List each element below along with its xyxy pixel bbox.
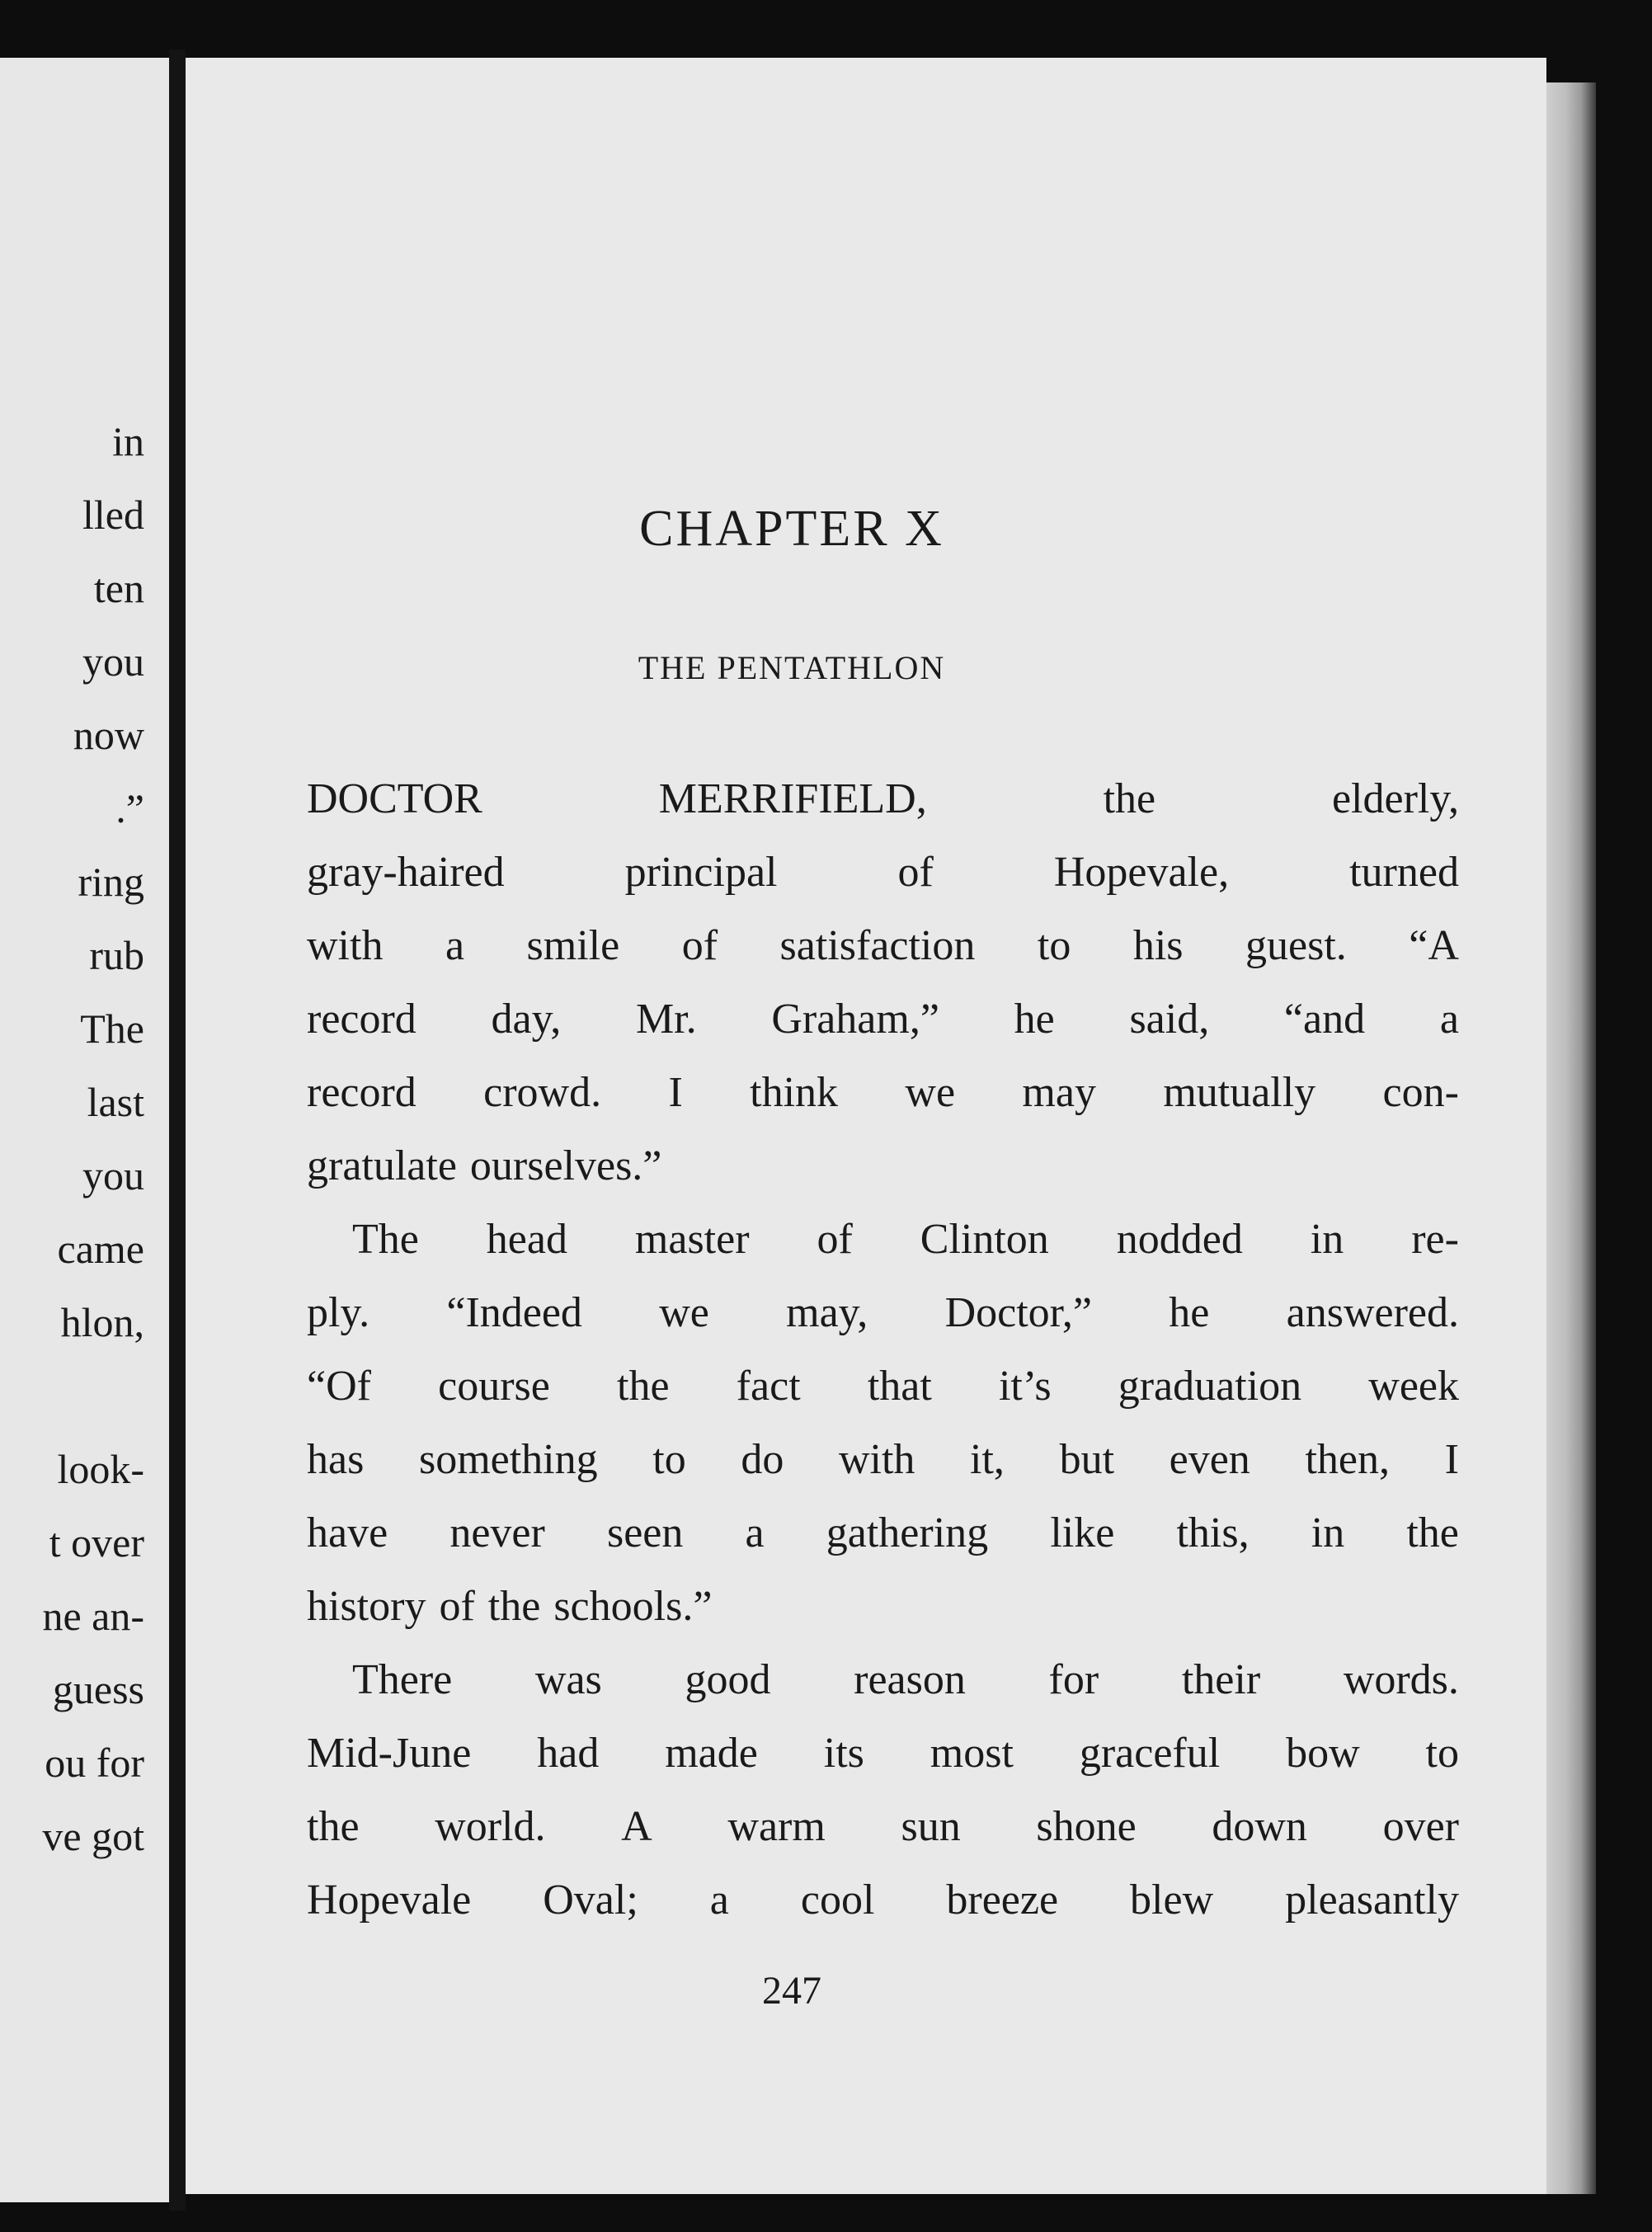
previous-page-line: hlon,	[60, 1299, 144, 1345]
previous-page-line: The	[80, 1005, 144, 1052]
text-line: have never seen a gathering like this, in the	[307, 1509, 1459, 1556]
text-line: There was good reason for their words.	[352, 1656, 1459, 1703]
text-line: “Of course the fact that it’s graduation week	[307, 1363, 1459, 1410]
text-line: the world. A warm sun shone down over	[307, 1803, 1459, 1850]
chapter-title: CHAPTER X	[639, 501, 944, 557]
previous-page-line: rub	[89, 932, 144, 978]
previous-page-line: ten	[93, 565, 144, 611]
page-edge	[1546, 82, 1596, 2194]
text-line: record day, Mr. Graham,” he said, “and a	[307, 996, 1459, 1043]
text-line: gray-haired principal of Hopevale, turned	[307, 849, 1459, 896]
previous-page-line: last	[87, 1079, 144, 1125]
previous-page-line: in	[112, 418, 144, 464]
text-line: record crowd. I think we may mutually con-	[307, 1069, 1459, 1116]
previous-page-line: guess	[52, 1666, 144, 1712]
text-line: gratulate ourselves.”	[307, 1142, 662, 1189]
previous-page-line: look-	[57, 1446, 144, 1492]
text-line: with a smile of satisfaction to his guest. “A	[307, 922, 1459, 969]
previous-page-line: lled	[82, 492, 144, 538]
previous-page-line: now	[73, 712, 144, 758]
previous-page-line: you	[82, 1152, 144, 1198]
text-line: has something to do with it, but even then, I	[307, 1436, 1459, 1483]
text-line: Hopevale Oval; a cool breeze blew pleasantly	[307, 1876, 1459, 1924]
previous-page	[0, 58, 169, 2202]
text-line: Mid-June had made its most graceful bow to	[307, 1730, 1459, 1777]
previous-page-line: .”	[115, 785, 144, 831]
previous-page-line: ne an-	[42, 1593, 144, 1639]
previous-page-line: ring	[78, 859, 144, 905]
previous-page-line: ou for	[45, 1740, 144, 1786]
text-line: ply. “Indeed we may, Doctor,” he answered.	[307, 1289, 1459, 1336]
book-gutter	[169, 49, 186, 2211]
text-line: history of the schools.”	[307, 1583, 713, 1630]
previous-page-line: you	[82, 638, 144, 685]
previous-page-line: t over	[49, 1519, 144, 1566]
previous-page-line: came	[57, 1226, 144, 1272]
text-line: The head master of Clinton nodded in re-	[352, 1216, 1459, 1263]
page-number: 247	[762, 1969, 821, 2013]
chapter-subtitle: THE PENTATHLON	[638, 649, 946, 686]
body-text	[307, 775, 1459, 1950]
book-page	[186, 58, 1546, 2194]
text-line: DOCTOR MERRIFIELD, the elderly,	[307, 775, 1459, 822]
previous-page-line: ve got	[42, 1813, 144, 1859]
